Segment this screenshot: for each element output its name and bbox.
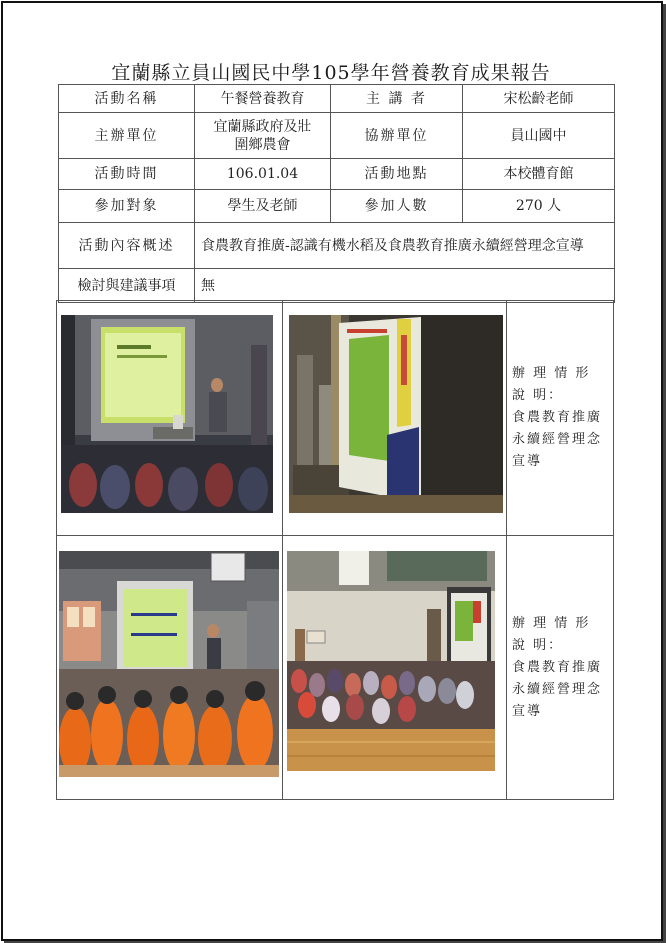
co-organizer-label: 協辦單位 [331, 113, 463, 159]
desc-line: 永續經營理念 [512, 682, 603, 697]
activity-name-value: 午餐營養教育 [195, 85, 331, 113]
report-title: 宜蘭縣立員山國民中學105學年營養教育成果報告 [111, 62, 551, 84]
summary-value: 食農教育推廣-認識有機水稻及食農教育推廣永續經營理念宣導 [195, 223, 615, 269]
organizer-label: 主辦單位 [59, 113, 195, 159]
participants-label: 參加對象 [59, 190, 195, 223]
summary-label: 活動內容概述 [59, 223, 195, 269]
location-label: 活動地點 [331, 159, 463, 190]
participants-value: 學生及老師 [195, 190, 331, 223]
desc-label: 辦 理 情 形 說 明： [512, 366, 591, 403]
time-value: 106.01.04 [195, 159, 331, 190]
desc-label: 辦 理 情 形 說 明： [512, 616, 591, 653]
grid-divider [282, 301, 283, 799]
grid-divider [57, 535, 613, 536]
organizer-value [195, 113, 331, 159]
photo-desc-2 [512, 613, 610, 723]
desc-line: 食農教育推廣 [512, 410, 603, 425]
co-organizer-value: 員山國中 [463, 113, 615, 159]
count-label: 參加人數 [331, 190, 463, 223]
photo-desc-1 [512, 363, 610, 473]
activity-photo-3 [59, 551, 279, 777]
desc-line: 永續經營理念 [512, 432, 603, 447]
photo-grid [56, 300, 614, 800]
organizer-line-1: 宜蘭縣政府及壯 [213, 118, 312, 135]
activity-photo-2 [289, 315, 503, 513]
time-label: 活動時間 [59, 159, 195, 190]
grid-divider [506, 301, 507, 799]
desc-line: 宣導 [512, 454, 543, 469]
activity-name-label: 活動名稱 [59, 85, 195, 113]
info-table [58, 84, 615, 303]
speaker-value: 宋松齡老師 [463, 85, 615, 113]
review-label: 檢討與建議事項 [59, 269, 195, 303]
desc-line: 宣導 [512, 704, 543, 719]
organizer-line-2: 圍鄉農會 [234, 136, 291, 153]
desc-line: 食農教育推廣 [512, 660, 603, 675]
location-value: 本校體育館 [463, 159, 615, 190]
speaker-label: 主 講 者 [331, 85, 463, 113]
count-value: 270 人 [463, 190, 615, 223]
activity-photo-4 [287, 551, 495, 771]
review-value: 無 [195, 269, 615, 303]
activity-photo-1 [61, 315, 273, 513]
